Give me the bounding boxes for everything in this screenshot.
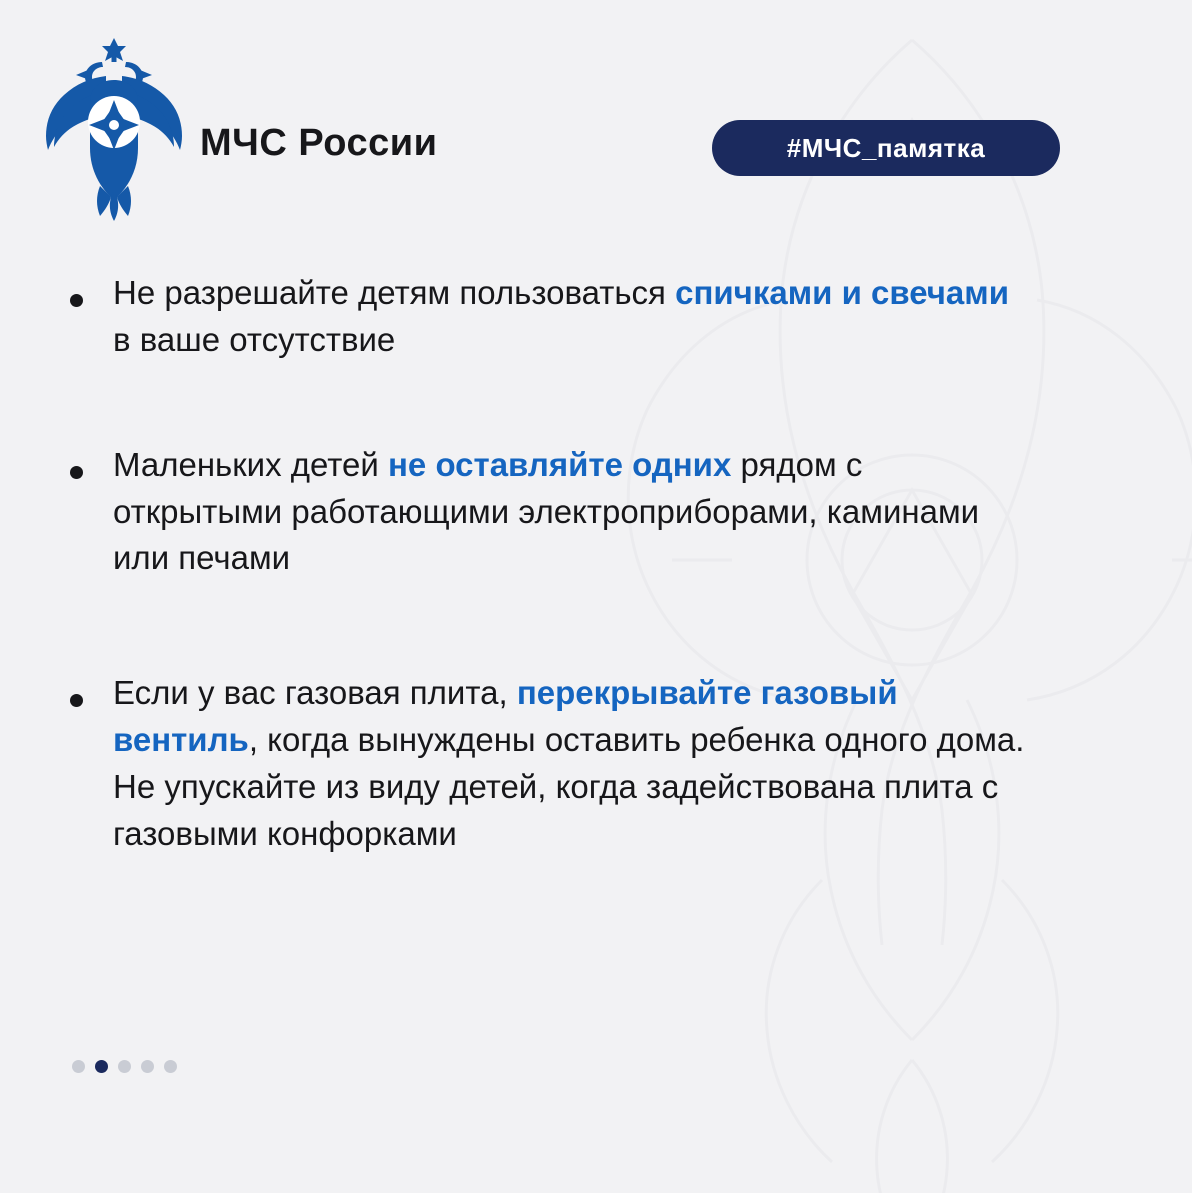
bullet-dot-icon bbox=[70, 466, 83, 479]
highlight-text: не оставляйте одних bbox=[388, 445, 732, 483]
pagination-dot[interactable] bbox=[164, 1060, 177, 1073]
mchs-emblem-icon bbox=[44, 36, 184, 221]
plain-text: Маленьких детей bbox=[113, 445, 388, 483]
list-item bbox=[0, 270, 1060, 364]
plain-text: Если у вас газовая плита, bbox=[113, 674, 517, 712]
bullet-dot-icon bbox=[70, 294, 83, 307]
bullet-list bbox=[0, 270, 1060, 910]
hashtag-label: #МЧС_памятка bbox=[786, 132, 986, 163]
pagination-dots[interactable] bbox=[72, 1060, 177, 1073]
plain-text: , когда вынуждены оставить ребенка одного дома. Не упускайте из виду детей, когда задействована плита с газовыми конфорками bbox=[113, 721, 1025, 852]
highlight-text: перекрывайте газовый вентиль bbox=[113, 674, 898, 759]
list-item bbox=[0, 670, 1060, 857]
header bbox=[0, 0, 1192, 250]
bullet-matches-candles-text bbox=[113, 270, 1033, 364]
plain-text: в ваше отсутствие bbox=[113, 320, 396, 358]
bullet-gas-valve-text bbox=[113, 670, 1033, 857]
bullet-do-not-leave-alone-text bbox=[113, 442, 1033, 583]
pagination-dot[interactable] bbox=[72, 1060, 85, 1073]
brand-title: МЧС России bbox=[200, 122, 438, 164]
pagination-dot[interactable] bbox=[141, 1060, 154, 1073]
hashtag-badge bbox=[712, 120, 1060, 176]
bullet-dot-icon bbox=[70, 694, 83, 707]
list-item bbox=[0, 442, 1060, 583]
pagination-dot-active[interactable] bbox=[95, 1060, 108, 1073]
plain-text: рядом с открытыми работающими электроприборами, каминами или печами bbox=[113, 445, 980, 577]
pagination-dot[interactable] bbox=[118, 1060, 131, 1073]
plain-text: Не разрешайте детям пользоваться bbox=[113, 274, 676, 311]
highlight-text: спичками и свечами bbox=[675, 274, 1009, 311]
